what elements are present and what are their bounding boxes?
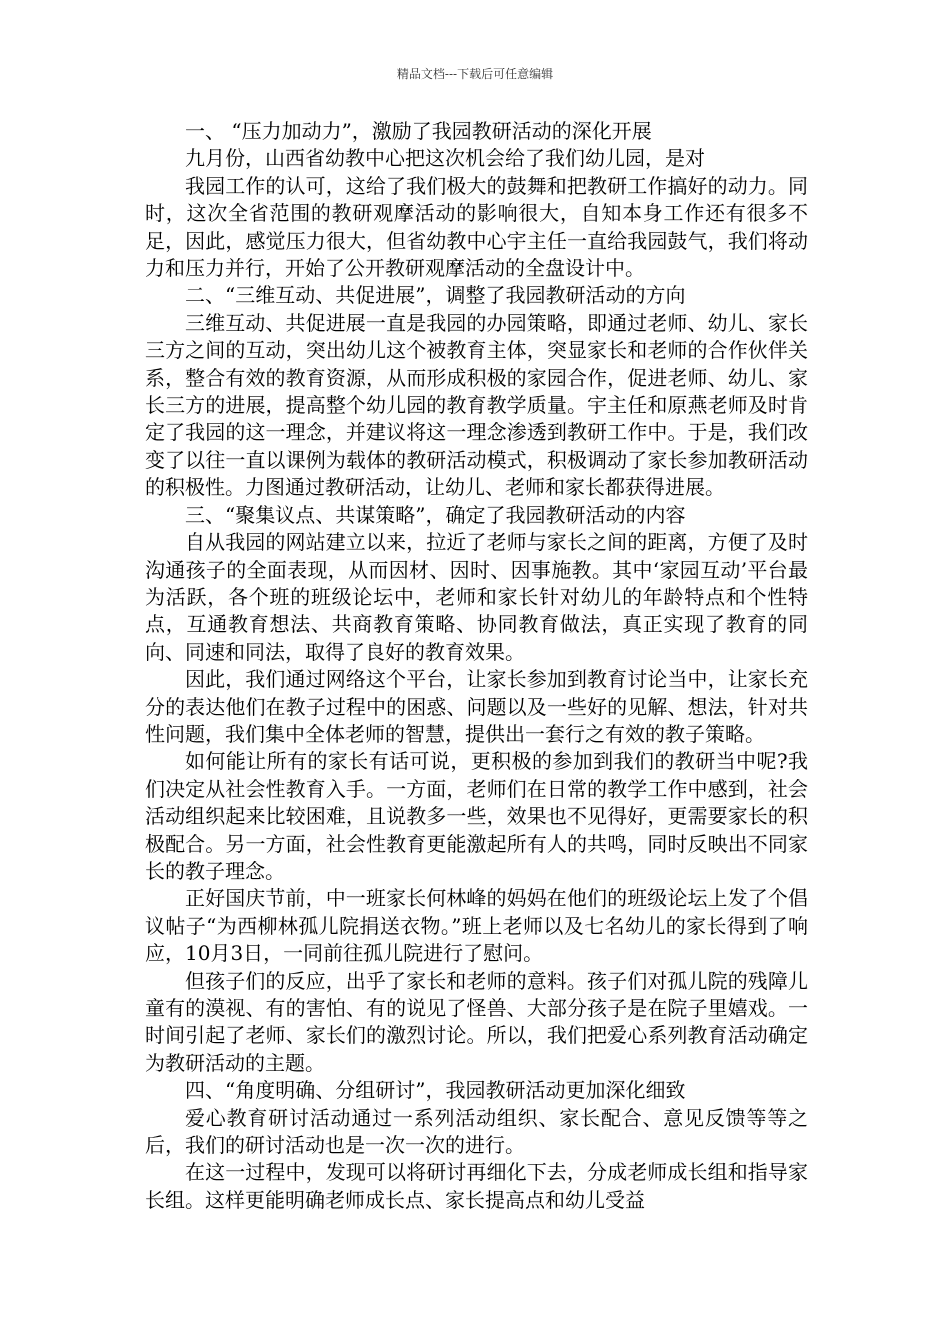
page-header: 精品文档---下载后可任意编辑 [396,67,554,81]
paragraph: 三维互动、共促进展一直是我园的办园策略，即通过老师、幼儿、家长三方之间的互动，突出幼儿这个被教育主体，突显家长和老师的合作伙伴关系，整合有效的教育资源，从而形成积极的家园合作，促进老师、幼儿、家长三方的进展，提高整个幼儿园的教育教学质量。宇主任和原燕老师及时肯定了我园的这一理念，并建议将这一理念渗透到教研工作中。于是，我们改变了以往一直以课例为载体的教研活动模式，积极调动了家长参加教研活动的积极性。力图通过教研活动，让幼儿、老师和家长都获得进展。 [145,310,808,500]
paragraph: 正好国庆节前，中一班家长何林峰的妈妈在他们的班级论坛上发了个倡议帖子“为西柳林孤儿院捐送衣物。”班上老师以及七名幼儿的家长得到了响应，10月3日，一同前往孤儿院进行了慰问。 [145,886,808,966]
paragraph: 因此，我们通过网络这个平台，让家长参加到教育讨论当中，让家长充分的表达他们在教子过程中的困惑、问题以及一些好的见解、想法，针对共性问题，我们集中全体老师的智慧，提供出一套行之有效的教子策略。 [145,667,808,746]
paragraph: 但孩子们的反应，出乎了家长和老师的意料。孩子们对孤儿院的残障儿童有的漠视、有的害怕、有的说见了怪兽、大部分孩子是在院子里嬉戏。一时间引起了老师、家长们的激烈讨论。所以，我们把爱心系列教育活动确定为教研活动的主题。 [145,968,808,1075]
section-heading-3: 三、“聚集议点、共谋策略”，确定了我园教研活动的内容 [185,502,686,527]
document-body [145,118,808,1214]
section-heading-2: 二、“三维互动、共促进展”，调整了我园教研活动的方向 [185,283,686,308]
paragraph: 九月份，山西省幼教中心把这次机会给了我们幼儿园，是对 [185,146,705,171]
paragraph: 我园工作的认可，这给了我们极大的鼓舞和把教研工作搞好的动力。同时，这次全省范围的教研观摩活动的影响很大，自知本身工作还有很多不足，因此，感觉压力很大，但省幼教中心宇主任一直给我园鼓气，我们将动力和压力并行，开始了公开教研观摩活动的全盘设计中。 [145,173,808,281]
paragraph: 爱心教育研讨活动通过一系列活动组织、家长配合、意见反馈等等之后，我们的研讨活动也是一次一次的进行。 [145,1105,808,1158]
section-heading-1: 一、 “压力加动力”，激励了我园教研活动的深化开展 [185,119,652,143]
paragraph: 如何能让所有的家长有话可说，更积极的参加到我们的教研当中呢?我们决定从社会性教育入手。一方面，老师们在日常的教学工作中感到，社会活动组织起来比较困难，且说教多一些，效果也不见得好，更需要家长的积极配合。另一方面，社会性教育更能激起所有人的共鸣，同时反映出不同家长的教子理念。 [145,749,808,883]
paragraph: 自从我园的网站建立以来，拉近了老师与家长之间的距离，方便了及时沟通孩子的全面表现，从而因材、因时、因事施教。其中‘家园互动’平台最为活跃，各个班的班级论坛中，老师和家长针对幼儿的年龄特点和个性特点，互通教育想法、共商教育策略、协同教育做法，真正实现了教育的同向、同速和同法，取得了良好的教育效果。 [145,530,808,664]
section-heading-4: 四、“角度明确、分组研讨”，我园教研活动更加深化细致 [185,1078,686,1103]
paragraph: 在这一过程中，发现可以将研讨再细化下去，分成老师成长组和指导家长组。这样更能明确老师成长点、家长提高点和幼儿受益 [145,1160,808,1212]
